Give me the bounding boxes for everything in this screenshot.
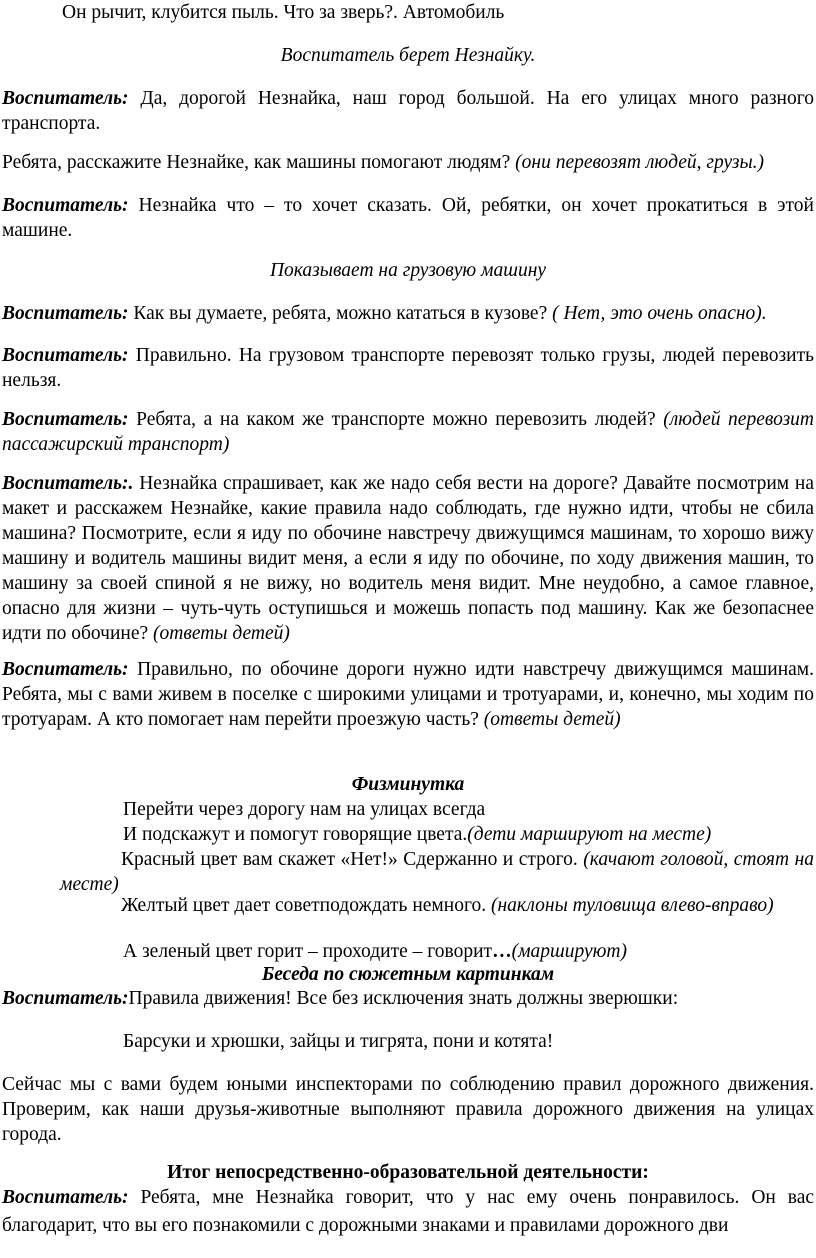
- speaker-label: Воспитатель:.: [2, 473, 134, 494]
- paragraph: [2, 657, 814, 732]
- speaker-label: Воспитатель:: [2, 88, 129, 109]
- section-heading-text: Физминутка: [351, 774, 465, 795]
- section-heading-text: Беседа по сюжетным картинкам: [261, 964, 555, 985]
- paragraph-text: Как вы думаете, ребята, можно кататься в кузове?: [133, 303, 553, 324]
- paragraph-text: Незнайка что – то хочет сказать. Ой, ребятки, он хочет прокатиться в этой машине.: [2, 195, 814, 241]
- paragraph: [2, 1072, 814, 1147]
- paragraph: [2, 86, 814, 136]
- paragraph-text: Правильно. На грузовом транспорте перевозят только грузы, людей перевозить нельзя.: [2, 345, 815, 391]
- verse-text: А зеленый цвет горит – проходите – говорит: [123, 941, 493, 962]
- movement-note: (дети маршируют на месте): [467, 824, 712, 845]
- verse-line: [2, 939, 816, 964]
- paragraph-text: Незнайка спрашивает, как же надо себя вести на дороге? Давайте посмотрим на макет и расскажем Незнайке, какие правила надо соблюдать, где нужно идти, чтобы не сбила машина? Посмотрите, если я иду по обочине навстречу движущимся машинам, то хорошо вижу машину и водитель машины видит меня, а если я иду по обочине, по ходу движения машин, то машину за своей спиной я не вижу, но водитель меня видит. Мне неудобно, а самое главное, опасно для жизни – чуть-чуть оступишься и можешь попасть под машину. Как же безопаснее идти по обочине?: [2, 473, 815, 644]
- speaker-label: Воспитатель:: [2, 195, 129, 216]
- verse-line: [2, 797, 816, 822]
- speaker-label: Воспитатель:: [2, 409, 129, 430]
- speaker-label: Воспитатель:: [2, 1187, 129, 1208]
- section-heading-text: Итог непосредственно-образовательной деятельности:: [167, 1162, 649, 1183]
- paragraph: [2, 301, 814, 326]
- paragraph-text: Ребята, расскажите Незнайке, как машины помогают людям?: [2, 152, 516, 173]
- section-heading: [2, 1160, 814, 1185]
- paragraph: [2, 193, 814, 243]
- paragraph-text: Ребята, а на каком же транспорте можно перевозить людей?: [136, 409, 664, 430]
- ellipsis: …: [492, 941, 512, 962]
- verse-text: Красный цвет вам скажет «Нет!» Сдержанно и строго.: [121, 849, 584, 870]
- paragraph-text: Правила движения! Все без исключения знать должны зверюшки:: [128, 988, 679, 1009]
- answer-note: (людей перевозит пассажирский транспорт): [2, 409, 815, 455]
- speaker-label: Воспитатель:: [2, 659, 129, 680]
- stage-direction-text: Воспитатель берет Незнайку.: [280, 45, 536, 66]
- answer-note: ( Нет, это очень опасно).: [552, 303, 767, 324]
- paragraph: [2, 407, 814, 457]
- verse-text: Желтый цвет дает советподождать немного.: [121, 895, 491, 916]
- movement-note: (маршируют): [511, 941, 627, 962]
- paragraph-text: Сейчас мы с вами будем юными инспекторами по соблюдению правил дорожного движения. Проверим, как наши друзья-животные выполняют правила дорожного движения на улицах города.: [2, 1074, 814, 1145]
- stage-direction: [2, 43, 814, 68]
- movement-note: (качают головой, стоят на месте): [60, 849, 814, 895]
- riddle-line: [2, 0, 816, 25]
- verse-line: [60, 893, 814, 918]
- paragraph-text: Ребята, мне Незнайка говорит, что у нас ему очень понравилось. Он вас благодарит, что вы его познакомили с дорожными знаками и правилами дорожного дви: [2, 1187, 815, 1236]
- verse-line: [2, 1029, 816, 1054]
- verse-text: И подскажут и помогут говорящие цвета.: [123, 824, 468, 845]
- section-heading: [2, 772, 814, 797]
- stage-direction-text: Показывает на грузовую машину: [269, 260, 547, 281]
- answer-note: (они перевозят людей, грузы.): [515, 152, 765, 173]
- section-heading: [2, 962, 814, 987]
- paragraph: [2, 1184, 814, 1240]
- stage-direction: [2, 258, 814, 283]
- riddle-text: Он рычит, клубится пыль. Что за зверь?. Автомобиль: [62, 2, 505, 23]
- answer-note: (ответы детей): [483, 709, 621, 730]
- paragraph: [2, 471, 814, 646]
- paragraph-text: Правильно, по обочине дороги нужно идти навстречу движущимся машинам. Ребята, мы с вами живем в поселке с широкими улицами и тротуарами, и, конечно, мы ходим по тротуарам. А кто помогает нам перейти проезжую часть?: [2, 659, 815, 730]
- verse-line: [2, 822, 816, 847]
- verse-text: Барсуки и хрюшки, зайцы и тигрята, пони и котята!: [123, 1031, 554, 1052]
- paragraph-text: Да, дорогой Незнайка, наш город большой. На его улицах много разного транспорта.: [2, 88, 814, 134]
- answer-note: (ответы детей): [153, 623, 290, 644]
- movement-note: (наклоны туловища влево-вправо): [490, 895, 774, 916]
- speaker-label: Воспитатель:: [2, 303, 129, 324]
- verse-text: Перейти через дорогу нам на улицах всегда: [123, 799, 486, 820]
- paragraph: [2, 986, 814, 1011]
- paragraph: [2, 343, 814, 393]
- speaker-label: Воспитатель:: [2, 345, 129, 366]
- speaker-label: Воспитатель:: [2, 988, 129, 1009]
- paragraph: [2, 150, 814, 175]
- verse-line: [60, 847, 814, 897]
